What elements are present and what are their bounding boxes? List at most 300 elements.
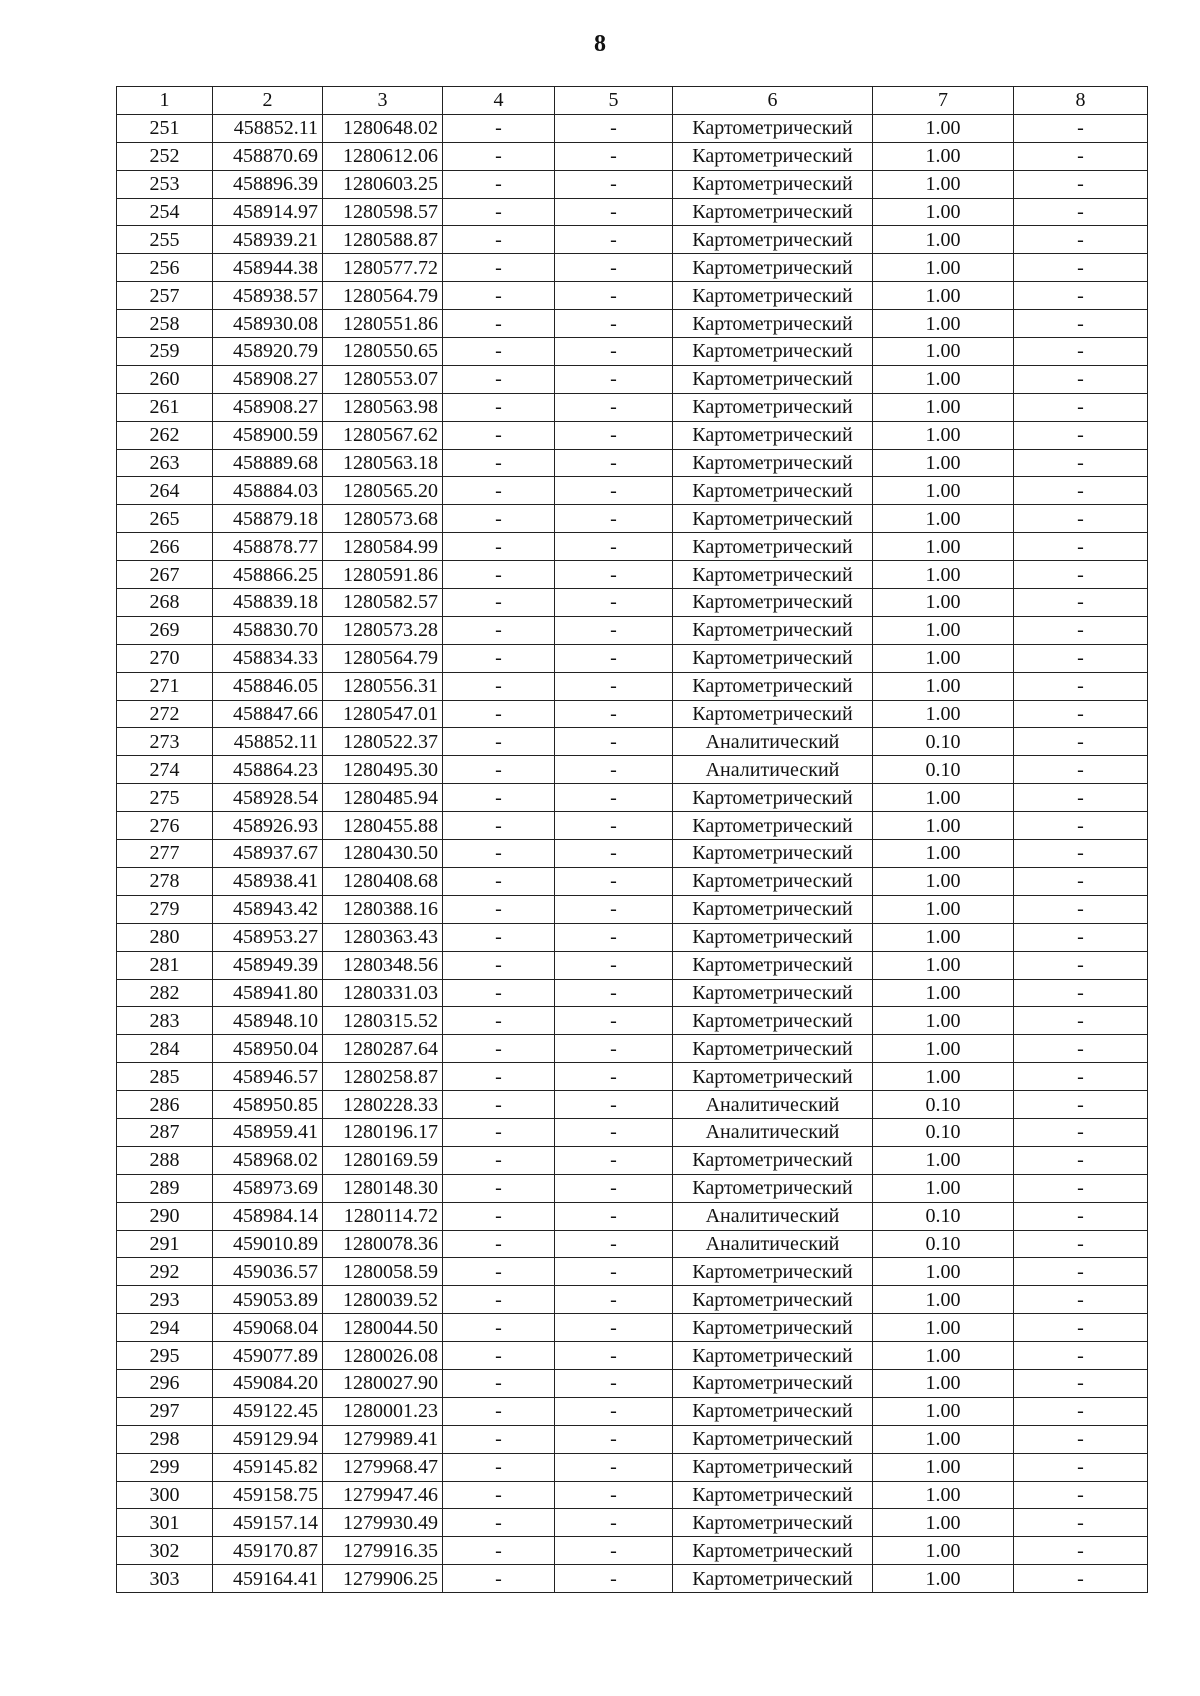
coord-y-cell: 1280315.52	[323, 1007, 443, 1035]
coord-y-cell: 1280584.99	[323, 533, 443, 561]
col-4-cell: -	[443, 142, 555, 170]
point-number-cell: 262	[117, 421, 213, 449]
col-5-cell: -	[555, 114, 673, 142]
col-4-cell: -	[443, 1369, 555, 1397]
accuracy-cell: 1.00	[873, 142, 1014, 170]
method-cell: Аналитический	[673, 756, 873, 784]
col-8-cell: -	[1014, 477, 1148, 505]
method-cell: Картометрический	[673, 421, 873, 449]
table-header-row	[117, 87, 1148, 115]
coord-x-cell: 458950.04	[213, 1035, 323, 1063]
col-5-cell: -	[555, 1202, 673, 1230]
col-8-cell: -	[1014, 421, 1148, 449]
col-8-cell: -	[1014, 1537, 1148, 1565]
col-8-cell: -	[1014, 1453, 1148, 1481]
accuracy-cell: 1.00	[873, 1174, 1014, 1202]
method-cell: Картометрический	[673, 365, 873, 393]
accuracy-cell: 1.00	[873, 1481, 1014, 1509]
method-cell: Картометрический	[673, 1174, 873, 1202]
method-cell: Картометрический	[673, 226, 873, 254]
table-row	[117, 1397, 1148, 1425]
col-4-cell: -	[443, 979, 555, 1007]
coord-y-cell: 1280582.57	[323, 589, 443, 617]
point-number-cell: 290	[117, 1202, 213, 1230]
coord-x-cell: 458908.27	[213, 393, 323, 421]
point-number-cell: 292	[117, 1258, 213, 1286]
coord-y-cell: 1280363.43	[323, 923, 443, 951]
point-number-cell: 298	[117, 1425, 213, 1453]
col-4-cell: -	[443, 589, 555, 617]
col-8-cell: -	[1014, 1063, 1148, 1091]
accuracy-cell: 1.00	[873, 1537, 1014, 1565]
method-cell: Аналитический	[673, 1118, 873, 1146]
coord-x-cell: 459164.41	[213, 1565, 323, 1593]
coord-y-cell: 1280612.06	[323, 142, 443, 170]
accuracy-cell: 1.00	[873, 477, 1014, 505]
col-5-cell: -	[555, 170, 673, 198]
col-4-cell: -	[443, 784, 555, 812]
coord-x-cell: 459036.57	[213, 1258, 323, 1286]
col-5-cell: -	[555, 644, 673, 672]
accuracy-cell: 1.00	[873, 282, 1014, 310]
method-cell: Картометрический	[673, 1369, 873, 1397]
accuracy-cell: 1.00	[873, 616, 1014, 644]
accuracy-cell: 0.10	[873, 1230, 1014, 1258]
point-number-cell: 259	[117, 338, 213, 366]
coord-y-cell: 1280556.31	[323, 672, 443, 700]
coord-x-cell: 458949.39	[213, 951, 323, 979]
col-5-cell: -	[555, 728, 673, 756]
col-8-cell: -	[1014, 254, 1148, 282]
table-row	[117, 979, 1148, 1007]
col-5-cell: -	[555, 1369, 673, 1397]
coord-x-cell: 458878.77	[213, 533, 323, 561]
method-cell: Картометрический	[673, 1007, 873, 1035]
col-4-cell: -	[443, 1425, 555, 1453]
method-cell: Картометрический	[673, 867, 873, 895]
table-row	[117, 533, 1148, 561]
point-number-cell: 302	[117, 1537, 213, 1565]
method-cell: Картометрический	[673, 198, 873, 226]
col-8-cell: -	[1014, 1425, 1148, 1453]
coord-x-cell: 458884.03	[213, 477, 323, 505]
point-number-cell: 252	[117, 142, 213, 170]
coord-y-cell: 1280044.50	[323, 1314, 443, 1342]
method-cell: Картометрический	[673, 951, 873, 979]
table-row	[117, 1118, 1148, 1146]
point-number-cell: 284	[117, 1035, 213, 1063]
col-5-cell: -	[555, 1509, 673, 1537]
coord-x-cell: 458944.38	[213, 254, 323, 282]
col-8-cell: -	[1014, 616, 1148, 644]
accuracy-cell: 1.00	[873, 1007, 1014, 1035]
col-8-cell: -	[1014, 1035, 1148, 1063]
table-row	[117, 1314, 1148, 1342]
col-5-cell: -	[555, 421, 673, 449]
col-8-cell: -	[1014, 533, 1148, 561]
table-row	[117, 1565, 1148, 1593]
coord-x-cell: 458984.14	[213, 1202, 323, 1230]
accuracy-cell: 1.00	[873, 951, 1014, 979]
coord-y-cell: 1280228.33	[323, 1091, 443, 1119]
point-number-cell: 279	[117, 895, 213, 923]
coord-x-cell: 458948.10	[213, 1007, 323, 1035]
point-number-cell: 277	[117, 840, 213, 868]
method-cell: Картометрический	[673, 282, 873, 310]
table-row	[117, 1035, 1148, 1063]
method-cell: Картометрический	[673, 672, 873, 700]
method-cell: Картометрический	[673, 477, 873, 505]
method-cell: Картометрический	[673, 533, 873, 561]
table-row	[117, 1063, 1148, 1091]
col-8-cell: -	[1014, 1565, 1148, 1593]
col-5-cell: -	[555, 533, 673, 561]
col-8-cell: -	[1014, 310, 1148, 338]
col-5-cell: -	[555, 393, 673, 421]
table-row	[117, 1174, 1148, 1202]
table-row	[117, 1369, 1148, 1397]
col-8-cell: -	[1014, 142, 1148, 170]
col-8-cell: -	[1014, 840, 1148, 868]
table-row	[117, 170, 1148, 198]
accuracy-cell: 1.00	[873, 365, 1014, 393]
method-cell: Картометрический	[673, 644, 873, 672]
col-5-cell: -	[555, 1146, 673, 1174]
coord-y-cell: 1279947.46	[323, 1481, 443, 1509]
coord-x-cell: 458968.02	[213, 1146, 323, 1174]
accuracy-cell: 1.00	[873, 114, 1014, 142]
method-cell: Картометрический	[673, 979, 873, 1007]
col-8-cell: -	[1014, 1202, 1148, 1230]
coord-x-cell: 458950.85	[213, 1091, 323, 1119]
col-5-cell: -	[555, 895, 673, 923]
accuracy-cell: 1.00	[873, 254, 1014, 282]
col-5-cell: -	[555, 561, 673, 589]
coord-x-cell: 458889.68	[213, 449, 323, 477]
col-5-cell: -	[555, 254, 673, 282]
col-5-cell: -	[555, 979, 673, 1007]
coord-y-cell: 1280348.56	[323, 951, 443, 979]
table-row	[117, 1286, 1148, 1314]
table-row	[117, 1202, 1148, 1230]
col-8-cell: -	[1014, 170, 1148, 198]
col-4-cell: -	[443, 365, 555, 393]
accuracy-cell: 1.00	[873, 672, 1014, 700]
col-5-cell: -	[555, 616, 673, 644]
coord-y-cell: 1279930.49	[323, 1509, 443, 1537]
col-5-cell: -	[555, 1063, 673, 1091]
col-8-cell: -	[1014, 393, 1148, 421]
method-cell: Картометрический	[673, 616, 873, 644]
col-8-cell: -	[1014, 867, 1148, 895]
col-5-cell: -	[555, 1537, 673, 1565]
col-5-cell: -	[555, 1481, 673, 1509]
coord-x-cell: 459010.89	[213, 1230, 323, 1258]
point-number-cell: 258	[117, 310, 213, 338]
point-number-cell: 283	[117, 1007, 213, 1035]
coord-y-cell: 1279906.25	[323, 1565, 443, 1593]
col-5-cell: -	[555, 1425, 673, 1453]
accuracy-cell: 0.10	[873, 1202, 1014, 1230]
point-number-cell: 272	[117, 700, 213, 728]
table-row	[117, 282, 1148, 310]
method-cell: Аналитический	[673, 1091, 873, 1119]
coord-y-cell: 1280577.72	[323, 254, 443, 282]
col-5-cell: -	[555, 784, 673, 812]
col-5-cell: -	[555, 1091, 673, 1119]
col-5-cell: -	[555, 1230, 673, 1258]
table-row	[117, 840, 1148, 868]
coord-y-cell: 1279916.35	[323, 1537, 443, 1565]
point-number-cell: 282	[117, 979, 213, 1007]
coord-x-cell: 458938.57	[213, 282, 323, 310]
coord-y-cell: 1280169.59	[323, 1146, 443, 1174]
table-row	[117, 700, 1148, 728]
col-8-cell: -	[1014, 1509, 1148, 1537]
col-4-cell: -	[443, 840, 555, 868]
table-row	[117, 198, 1148, 226]
accuracy-cell: 1.00	[873, 338, 1014, 366]
coord-y-cell: 1280563.98	[323, 393, 443, 421]
table-row	[117, 561, 1148, 589]
table-row	[117, 114, 1148, 142]
col-4-cell: -	[443, 226, 555, 254]
coord-x-cell: 458926.93	[213, 812, 323, 840]
coord-x-cell: 459077.89	[213, 1342, 323, 1370]
coord-x-cell: 458959.41	[213, 1118, 323, 1146]
col-5-cell: -	[555, 477, 673, 505]
method-cell: Картометрический	[673, 1397, 873, 1425]
method-cell: Картометрический	[673, 1425, 873, 1453]
accuracy-cell: 1.00	[873, 1146, 1014, 1174]
col-4-cell: -	[443, 672, 555, 700]
col-8-cell: -	[1014, 1397, 1148, 1425]
col-8-cell: -	[1014, 1230, 1148, 1258]
col-4-cell: -	[443, 393, 555, 421]
coord-y-cell: 1280331.03	[323, 979, 443, 1007]
method-cell: Аналитический	[673, 1230, 873, 1258]
point-number-cell: 299	[117, 1453, 213, 1481]
method-cell: Картометрический	[673, 449, 873, 477]
coord-y-cell: 1280148.30	[323, 1174, 443, 1202]
point-number-cell: 268	[117, 589, 213, 617]
coord-x-cell: 458900.59	[213, 421, 323, 449]
point-number-cell: 253	[117, 170, 213, 198]
col-4-cell: -	[443, 1314, 555, 1342]
col-8-cell: -	[1014, 812, 1148, 840]
table-row	[117, 477, 1148, 505]
col-5-cell: -	[555, 923, 673, 951]
col-5-cell: -	[555, 951, 673, 979]
coord-y-cell: 1280573.28	[323, 616, 443, 644]
col-4-cell: -	[443, 728, 555, 756]
accuracy-cell: 0.10	[873, 728, 1014, 756]
accuracy-cell: 1.00	[873, 449, 1014, 477]
method-cell: Картометрический	[673, 923, 873, 951]
column-header: 1	[117, 87, 213, 115]
point-number-cell: 251	[117, 114, 213, 142]
point-number-cell: 293	[117, 1286, 213, 1314]
point-number-cell: 274	[117, 756, 213, 784]
column-header: 6	[673, 87, 873, 115]
col-8-cell: -	[1014, 644, 1148, 672]
point-number-cell: 286	[117, 1091, 213, 1119]
accuracy-cell: 1.00	[873, 644, 1014, 672]
col-4-cell: -	[443, 1453, 555, 1481]
col-4-cell: -	[443, 1342, 555, 1370]
col-4-cell: -	[443, 1537, 555, 1565]
coord-y-cell: 1279989.41	[323, 1425, 443, 1453]
method-cell: Картометрический	[673, 1286, 873, 1314]
coord-x-cell: 458928.54	[213, 784, 323, 812]
table-row	[117, 393, 1148, 421]
coord-x-cell: 458852.11	[213, 728, 323, 756]
col-4-cell: -	[443, 1118, 555, 1146]
method-cell: Картометрический	[673, 895, 873, 923]
col-5-cell: -	[555, 700, 673, 728]
coord-y-cell: 1280114.72	[323, 1202, 443, 1230]
accuracy-cell: 1.00	[873, 170, 1014, 198]
col-4-cell: -	[443, 170, 555, 198]
coord-x-cell: 458839.18	[213, 589, 323, 617]
method-cell: Картометрический	[673, 784, 873, 812]
col-8-cell: -	[1014, 1146, 1148, 1174]
accuracy-cell: 1.00	[873, 393, 1014, 421]
coord-x-cell: 458864.23	[213, 756, 323, 784]
accuracy-cell: 1.00	[873, 1397, 1014, 1425]
table-row	[117, 1537, 1148, 1565]
coord-x-cell: 458830.70	[213, 616, 323, 644]
col-8-cell: -	[1014, 226, 1148, 254]
point-number-cell: 300	[117, 1481, 213, 1509]
col-5-cell: -	[555, 505, 673, 533]
coord-y-cell: 1280603.25	[323, 170, 443, 198]
point-number-cell: 289	[117, 1174, 213, 1202]
col-4-cell: -	[443, 1091, 555, 1119]
accuracy-cell: 0.10	[873, 1091, 1014, 1119]
point-number-cell: 287	[117, 1118, 213, 1146]
table-row	[117, 867, 1148, 895]
col-5-cell: -	[555, 142, 673, 170]
column-header: 3	[323, 87, 443, 115]
method-cell: Картометрический	[673, 114, 873, 142]
method-cell: Картометрический	[673, 310, 873, 338]
column-header: 4	[443, 87, 555, 115]
accuracy-cell: 1.00	[873, 1425, 1014, 1453]
table-row	[117, 644, 1148, 672]
table-body	[117, 114, 1148, 1592]
table-row	[117, 1258, 1148, 1286]
col-4-cell: -	[443, 338, 555, 366]
method-cell: Картометрический	[673, 1565, 873, 1593]
point-number-cell: 271	[117, 672, 213, 700]
col-5-cell: -	[555, 1258, 673, 1286]
table-row	[117, 672, 1148, 700]
accuracy-cell: 1.00	[873, 1453, 1014, 1481]
point-number-cell: 257	[117, 282, 213, 310]
coordinates-table	[116, 86, 1148, 1593]
col-4-cell: -	[443, 923, 555, 951]
page-number: 8	[594, 31, 606, 57]
col-8-cell: -	[1014, 756, 1148, 784]
col-8-cell: -	[1014, 198, 1148, 226]
accuracy-cell: 1.00	[873, 1258, 1014, 1286]
table-row	[117, 1146, 1148, 1174]
coord-y-cell: 1280388.16	[323, 895, 443, 923]
col-8-cell: -	[1014, 505, 1148, 533]
col-8-cell: -	[1014, 728, 1148, 756]
accuracy-cell: 1.00	[873, 226, 1014, 254]
coord-x-cell: 458834.33	[213, 644, 323, 672]
coord-y-cell: 1280564.79	[323, 644, 443, 672]
col-5-cell: -	[555, 812, 673, 840]
col-8-cell: -	[1014, 1091, 1148, 1119]
method-cell: Картометрический	[673, 254, 873, 282]
coord-x-cell: 458953.27	[213, 923, 323, 951]
point-number-cell: 303	[117, 1565, 213, 1593]
accuracy-cell: 1.00	[873, 840, 1014, 868]
col-4-cell: -	[443, 756, 555, 784]
method-cell: Картометрический	[673, 1035, 873, 1063]
col-5-cell: -	[555, 1007, 673, 1035]
col-8-cell: -	[1014, 1314, 1148, 1342]
method-cell: Аналитический	[673, 728, 873, 756]
coord-y-cell: 1279968.47	[323, 1453, 443, 1481]
col-4-cell: -	[443, 951, 555, 979]
col-5-cell: -	[555, 1397, 673, 1425]
coord-x-cell: 458879.18	[213, 505, 323, 533]
coord-x-cell: 458946.57	[213, 1063, 323, 1091]
accuracy-cell: 1.00	[873, 1286, 1014, 1314]
coord-y-cell: 1280573.68	[323, 505, 443, 533]
col-4-cell: -	[443, 1481, 555, 1509]
coord-y-cell: 1280408.68	[323, 867, 443, 895]
coord-x-cell: 458914.97	[213, 198, 323, 226]
col-4-cell: -	[443, 561, 555, 589]
coord-y-cell: 1280196.17	[323, 1118, 443, 1146]
col-4-cell: -	[443, 254, 555, 282]
coord-x-cell: 459053.89	[213, 1286, 323, 1314]
table-row	[117, 365, 1148, 393]
col-5-cell: -	[555, 1565, 673, 1593]
coord-y-cell: 1280495.30	[323, 756, 443, 784]
table-row	[117, 923, 1148, 951]
col-4-cell: -	[443, 449, 555, 477]
coord-x-cell: 458939.21	[213, 226, 323, 254]
method-cell: Картометрический	[673, 700, 873, 728]
col-5-cell: -	[555, 198, 673, 226]
table-row	[117, 421, 1148, 449]
coord-x-cell: 458847.66	[213, 700, 323, 728]
point-number-cell: 267	[117, 561, 213, 589]
table-row	[117, 895, 1148, 923]
col-4-cell: -	[443, 1230, 555, 1258]
col-4-cell: -	[443, 1509, 555, 1537]
coord-y-cell: 1280430.50	[323, 840, 443, 868]
col-5-cell: -	[555, 1118, 673, 1146]
method-cell: Картометрический	[673, 1146, 873, 1174]
col-8-cell: -	[1014, 589, 1148, 617]
accuracy-cell: 1.00	[873, 1342, 1014, 1370]
method-cell: Картометрический	[673, 1258, 873, 1286]
table-row	[117, 310, 1148, 338]
accuracy-cell: 1.00	[873, 310, 1014, 338]
col-4-cell: -	[443, 1063, 555, 1091]
col-5-cell: -	[555, 756, 673, 784]
coord-x-cell: 458846.05	[213, 672, 323, 700]
coord-y-cell: 1280648.02	[323, 114, 443, 142]
col-5-cell: -	[555, 1174, 673, 1202]
